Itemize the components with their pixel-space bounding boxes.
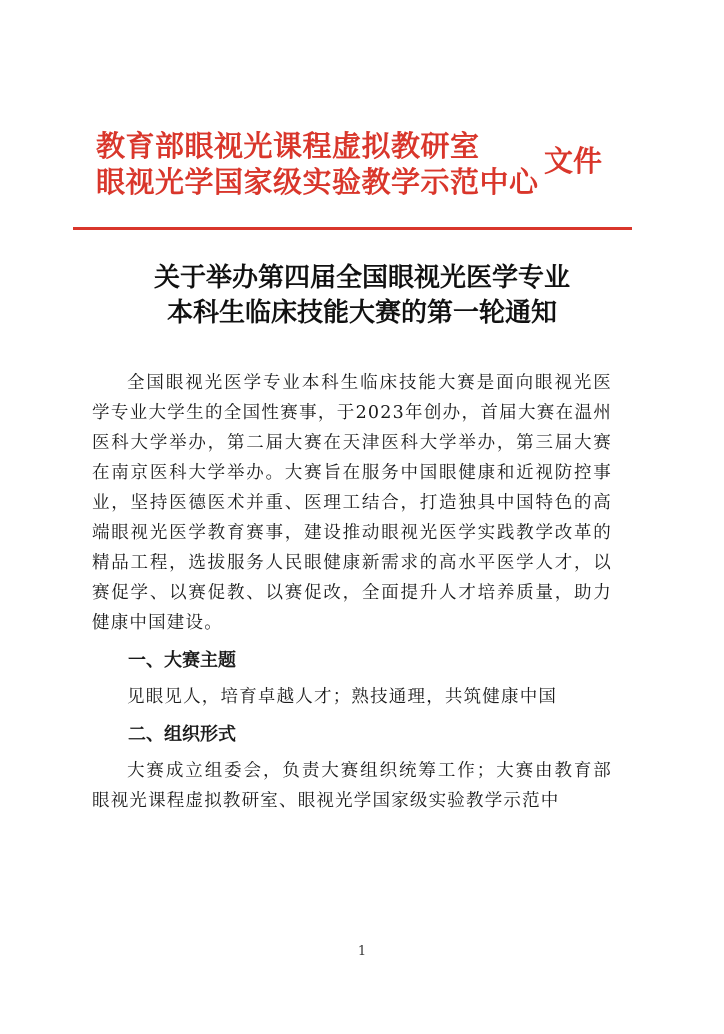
header-divider	[73, 227, 632, 230]
intro-paragraph: 全国眼视光医学专业本科生临床技能大赛是面向眼视光医学专业大学生的全国性赛事，于2023年创办，首届大赛在温州医科大学举办，第二届大赛在天津医科大学举办，第三届大赛在南京医科大学举办。大赛旨在服务中国眼健康和近视防控事业，坚持医德医术并重、医理工结合，打造独具中国特色的高端眼视光医学教育赛事，建设推动眼视光医学实践教学改革的精品工程，选拔服务人民眼健康新需求的高水平医学人才，以赛促学、以赛促教、以赛促改，全面提升人才培养质量，助力健康中国建设。	[92, 373, 612, 633]
issuing-org-line-2: 眼视光学国家级实验教学示范中心	[96, 165, 539, 199]
section-organization-text: 大赛成立组委会，负责大赛组织统筹工作；大赛由教育部眼视光课程虚拟教研室、眼视光学国家级实验教学示范中	[92, 761, 612, 811]
issuing-org-line-1: 教育部眼视光课程虚拟教研室	[96, 129, 480, 163]
document-title-line-2: 本科生临床技能大赛的第一轮通知	[166, 298, 557, 328]
document-title-line-1: 关于举办第四届全国眼视光医学专业	[153, 263, 570, 293]
section-heading-organization: 二、组织形式	[128, 724, 236, 745]
section-theme-text: 见眼见人，培育卓越人才；熟技通理，共筑健康中国	[127, 687, 558, 707]
document-type-label: 文件	[544, 144, 603, 178]
page-number: 1	[357, 944, 367, 959]
document-body	[92, 368, 612, 816]
document-header	[96, 130, 616, 200]
section-heading-theme: 一、大赛主题	[128, 650, 236, 671]
